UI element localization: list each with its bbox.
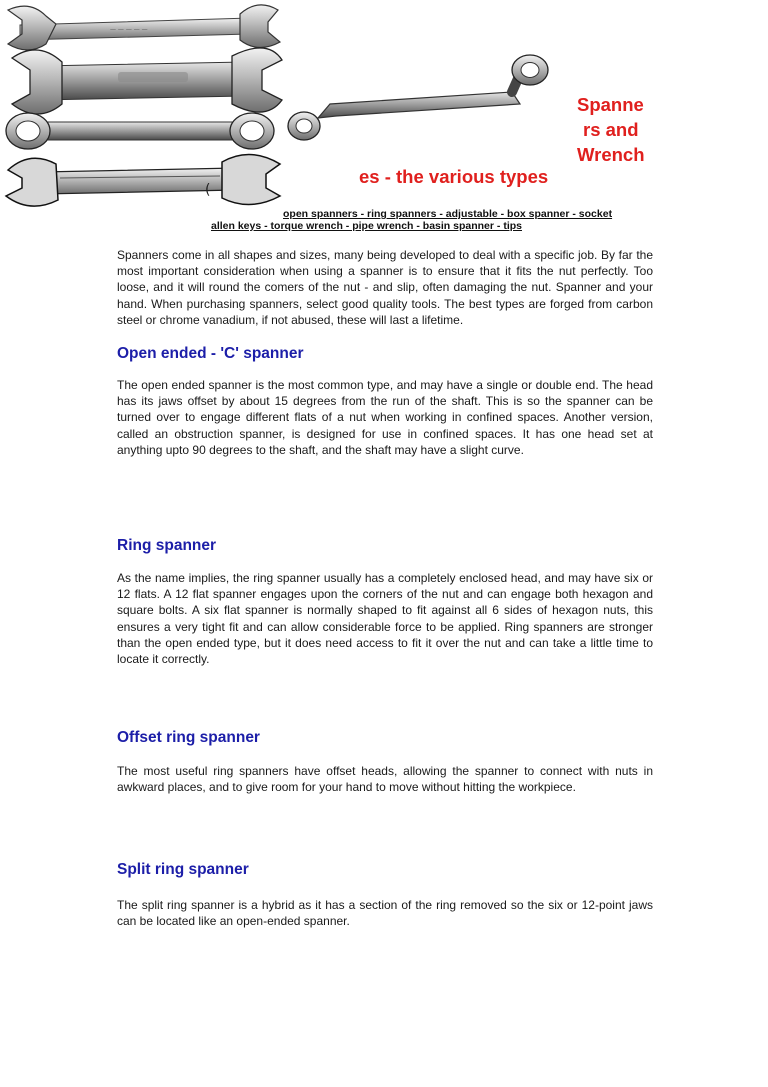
- split-ring-spanner-image: [6, 154, 280, 206]
- page-title-line-1: Spanne: [577, 94, 644, 115]
- section-body-split-ring: The split ring spanner is a hybrid as it has a section of the ring removed so the six or 12-point jaws can be located like an open-ended spanner.: [117, 898, 653, 929]
- section-heading-ring: Ring spanner: [117, 537, 217, 554]
- section-heading-open-ended: Open ended - 'C' spanner: [117, 345, 304, 362]
- section-heading-split-ring: Split ring spanner: [117, 861, 249, 878]
- open-ended-spanner-image: [8, 5, 280, 50]
- section-body-open-ended: The open ended spanner is the most common type, and may have a single or double end. The head has its jaws offset by about 15 degrees from the run of the shaft. This is so the spanner can be turned over to engage different flats of a nut when working in confined spaces. Another version, called an obstruction spanner, is designed for use in confined spaces. It has one head set at anything upto 90 degrees to the shaft, and the shaft may have a slight curve.: [117, 378, 653, 457]
- page-title-line-4: es - the various types: [359, 166, 549, 187]
- offset-ring-spanner-image: [288, 55, 548, 140]
- section-body-ring: As the name implies, the ring spanner usually has a completely enclosed head, and may have six or 12 flats. A 12 flat spanner engages upon the corners of the nut and can engage both hexagon and square bolts. A six flat spanner is normally shaped to fit against all 6 sides of hexagon nuts, this ensures a very tight fit and can allow considerable force to be applied. Ring spanners are stronger than the open ended type, but it does need access to fit it over the nut and can take a little time to locate it correctly.: [117, 571, 653, 667]
- nav-links-line-1[interactable]: open spanners - ring spanners - adjustable - box spanner - socket: [283, 208, 613, 220]
- section-body-offset-ring: The most useful ring spanners have offset heads, allowing the spanner to connect with nuts in awkward places, and to give room for your hand to move without hitting the workpiece.: [117, 764, 653, 795]
- page-title-line-2: rs and: [583, 119, 639, 140]
- svg-text:— — — — —: — — — — —: [110, 26, 148, 33]
- svg-text:(: (: [205, 182, 211, 198]
- nav-links-line-2[interactable]: allen keys - torque wrench - pipe wrench - basin spanner - tips: [211, 220, 522, 232]
- large-open-spanner-image: [12, 48, 282, 114]
- section-heading-offset-ring: Offset ring spanner: [117, 729, 260, 746]
- ring-spanner-image: [6, 113, 274, 149]
- page-title-line-3: Wrench: [577, 144, 645, 165]
- intro-paragraph: Spanners come in all shapes and sizes, many being developed to deal with a specific job. By far the most important consideration when using a spanner is to ensure that it fits the nut perfectly. Too loose, and it will round the comers of the nut - and slip, often damaging the nut. Spanner and your hand. When purchasing spanners, select good quality tools. The best types are forged from carbon steel or chrome vanadium, if not abused, these will last a lifetime.: [117, 248, 653, 327]
